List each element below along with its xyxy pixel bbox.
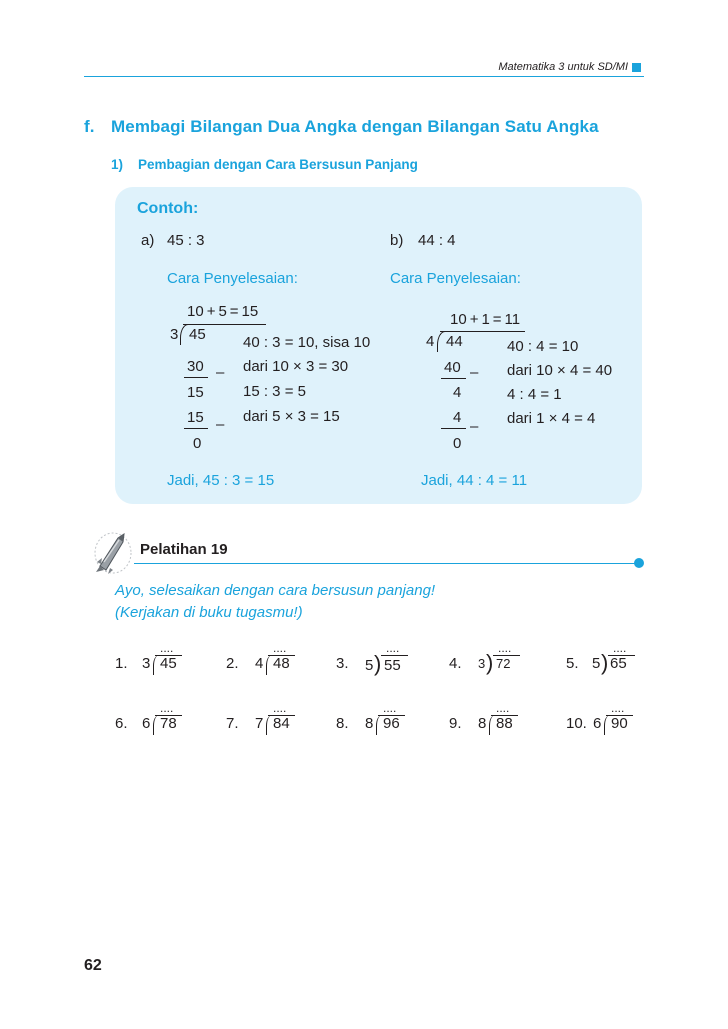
example-b-problem: 44 : 4 <box>418 232 456 249</box>
problem-dividend: 88 <box>496 715 513 732</box>
problem-divisor: 6 <box>142 715 151 732</box>
section-label: f. <box>84 117 95 136</box>
quotient-placeholder: .... <box>160 701 174 715</box>
example-a-step-1: 30 <box>187 358 204 375</box>
exercise-rule-dot <box>634 558 644 568</box>
example-a-minus-1: – <box>216 364 225 381</box>
exercise-problem-6 <box>115 701 177 732</box>
quotient-placeholder: .... <box>613 641 627 655</box>
division-bracket: ) <box>601 650 609 675</box>
problem-number: 5. <box>566 655 579 672</box>
example-a-note-4: dari 5 × 3 = 15 <box>243 408 340 425</box>
example-b-step-3-rule <box>441 428 466 429</box>
example-b-quotient-bar <box>440 331 525 332</box>
problem-divisor: 8 <box>478 715 487 732</box>
problem-number: 4. <box>449 655 462 672</box>
problem-number: 10. <box>566 715 587 732</box>
example-a-step-3-rule <box>184 428 208 429</box>
problem-number: 3. <box>336 655 349 672</box>
example-b-step-2: 4 <box>453 384 462 401</box>
problem-dividend: 65 <box>610 655 627 672</box>
example-a-quotient-bar <box>183 324 266 325</box>
problem-number: 1. <box>115 655 128 672</box>
example-a-quotient: 10 + 5 = 15 <box>187 303 259 320</box>
quotient-placeholder: .... <box>496 701 510 715</box>
problem-divisor: 3 <box>478 656 486 671</box>
example-a-conclusion: Jadi, 45 : 3 = 15 <box>167 472 275 489</box>
exercise-title: Pelatihan 19 <box>140 541 228 558</box>
example-b-minus-2: – <box>470 418 479 435</box>
subsection-title: Pembagian dengan Cara Bersusun Panjang <box>138 157 418 172</box>
example-a-method: Cara Penyelesaian: <box>167 270 298 287</box>
example-b-method: Cara Penyelesaian: <box>390 270 521 287</box>
example-b-step-1-rule <box>441 378 466 379</box>
problem-dividend: 96 <box>383 715 400 732</box>
subsection-label: 1) <box>111 157 124 172</box>
example-b-note-2: dari 10 × 4 = 40 <box>507 362 613 379</box>
problem-divisor: 8 <box>365 715 374 732</box>
quotient-bar <box>381 655 408 656</box>
problem-number: 2. <box>226 655 239 672</box>
quotient-placeholder: .... <box>383 701 397 715</box>
example-a-note-2: dari 10 × 3 = 30 <box>243 358 349 375</box>
problem-number: 6. <box>115 715 128 732</box>
section-heading <box>84 117 599 137</box>
problem-dividend: 45 <box>160 655 177 672</box>
example-b-step-1: 40 <box>444 359 461 376</box>
exercise-instruction-2: (Kerjakan di buku tugasmu!) <box>115 604 303 621</box>
division-bracket <box>266 715 272 735</box>
quotient-placeholder: .... <box>273 701 287 715</box>
example-b-step-4: 0 <box>453 435 462 452</box>
header-square-icon <box>632 63 641 72</box>
exercise-problem-10 <box>566 701 628 732</box>
exercise-problem-3 <box>336 641 401 676</box>
exercise-rule <box>134 563 639 564</box>
example-b-note-1: 40 : 4 = 10 <box>507 338 579 355</box>
example-b-note-3: 4 : 4 = 1 <box>507 386 562 403</box>
example-b-quotient: 10 + 1 = 11 <box>450 311 521 328</box>
example-a-divisor: 3 <box>170 326 179 343</box>
exercise-problem-4 <box>449 641 512 675</box>
problem-divisor: 4 <box>255 655 264 672</box>
problem-divisor: 5 <box>592 655 601 672</box>
example-heading: Contoh: <box>137 200 199 217</box>
problem-divisor: 5 <box>365 657 374 674</box>
example-b-label: b) <box>390 232 404 249</box>
quotient-placeholder: .... <box>611 701 625 715</box>
exercise-problem-2 <box>226 641 290 672</box>
example-a-step-1-rule <box>184 377 208 378</box>
example-a-label: a) <box>141 232 155 249</box>
rocket-icon <box>88 528 138 578</box>
exercise-problem-1 <box>115 641 177 672</box>
example-a-minus-2: – <box>216 416 225 433</box>
example-b-note-4: dari 1 × 4 = 4 <box>507 410 596 427</box>
example-a-note-1: 40 : 3 = 10, sisa 10 <box>243 334 371 351</box>
quotient-placeholder: .... <box>273 641 287 655</box>
example-a-problem: 45 : 3 <box>167 232 205 249</box>
problem-dividend: 55 <box>384 657 401 674</box>
division-bracket <box>376 715 382 735</box>
exercise-problem-9 <box>449 701 513 732</box>
exercise-problem-5 <box>566 641 627 675</box>
problem-dividend: 78 <box>160 715 177 732</box>
exercise-instruction-1: Ayo, selesaikan dengan cara bersusun panjang! <box>115 582 436 599</box>
quotient-placeholder: .... <box>160 641 174 655</box>
problem-divisor: 6 <box>593 715 602 732</box>
division-bracket <box>153 655 159 675</box>
subsection-heading <box>111 157 418 172</box>
problem-dividend: 90 <box>611 715 628 732</box>
example-b-step-3: 4 <box>453 409 462 426</box>
problem-number: 7. <box>226 715 239 732</box>
example-b-conclusion: Jadi, 44 : 4 = 11 <box>421 472 528 489</box>
example-b-minus-1: – <box>470 364 479 381</box>
quotient-placeholder: .... <box>386 641 400 655</box>
problem-dividend: 72 <box>496 656 511 671</box>
header-rule <box>84 76 644 77</box>
problem-number: 9. <box>449 715 462 732</box>
division-bracket <box>153 715 159 735</box>
problem-divisor: 3 <box>142 655 151 672</box>
page-number: 62 <box>84 957 102 974</box>
problem-divisor: 7 <box>255 715 264 732</box>
example-a-step-2: 15 <box>187 384 204 401</box>
example-b-divisor: 4 <box>426 333 435 350</box>
problem-dividend: 48 <box>273 655 290 672</box>
example-a-step-4: 0 <box>193 435 202 452</box>
problem-number: 8. <box>336 715 349 732</box>
running-header: Matematika 3 untuk SD/MI <box>498 61 628 73</box>
problem-dividend: 84 <box>273 715 290 732</box>
exercise-problem-8 <box>336 701 400 732</box>
division-bracket: ) <box>486 650 494 675</box>
example-a-dividend: 45 <box>189 326 206 343</box>
exercise-problem-7 <box>226 701 290 732</box>
quotient-placeholder: .... <box>498 641 512 655</box>
example-b-dividend: 44 <box>446 333 463 350</box>
division-bracket <box>489 715 495 735</box>
division-bracket <box>604 715 610 735</box>
example-a-note-3: 15 : 3 = 5 <box>243 383 306 400</box>
section-title: Membagi Bilangan Dua Angka dengan Bilangan Satu Angka <box>111 117 599 136</box>
example-a-step-3: 15 <box>187 409 204 426</box>
division-bracket <box>266 655 272 675</box>
division-bracket: ) <box>374 651 382 676</box>
